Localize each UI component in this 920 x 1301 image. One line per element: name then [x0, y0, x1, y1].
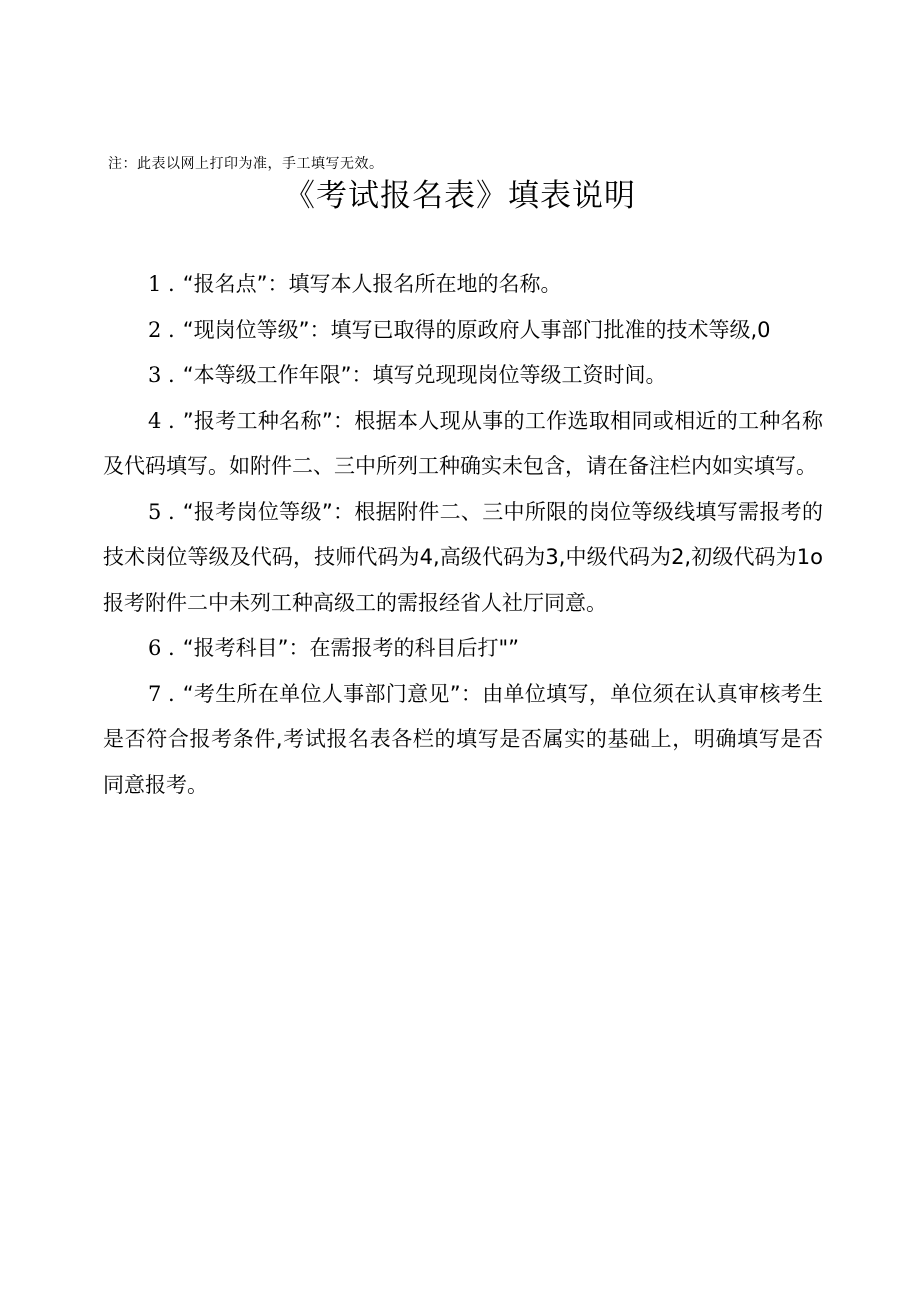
item-number: 6 .	[148, 636, 175, 660]
item-number: 5 .	[148, 499, 175, 524]
instructions-list	[103, 262, 823, 808]
item-text: ”报考工种名称”：根据本人现从事的工作选取相同或相近的工种名称及代码填写。如附件二、三中所列工种确实未包含，请在备注栏内如实填写。	[103, 408, 823, 478]
form-note: 注：此表以网上打印为准，手工填写无效。	[108, 156, 384, 172]
instruction-item-6	[103, 626, 823, 672]
instruction-item-5	[103, 490, 823, 627]
item-number: 1 .	[148, 272, 175, 296]
item-number: 3 .	[148, 363, 175, 387]
item-text: “现岗位等级”：填写已取得的原政府人事部门批准的技术等级,0	[182, 317, 771, 342]
item-number: 7 .	[148, 681, 175, 706]
instruction-item-4	[103, 399, 823, 490]
item-text: “考生所在单位人事部门意见”：由单位填写，单位须在认真审核考生是否符合报考条件,考试报名表各栏的填写是否属实的基础上，明确填写是否同意报考。	[103, 681, 823, 797]
item-text: “报名点”：填写本人报名所在地的名称。	[182, 272, 562, 296]
item-text: “本等级工作年限”：填写兑现现岗位等级工资时间。	[182, 363, 667, 387]
instruction-item-3	[103, 353, 823, 399]
instruction-item-1	[103, 262, 823, 308]
item-number: 4 .	[148, 408, 175, 433]
instruction-item-2	[103, 308, 823, 354]
item-text: “报考岗位等级”：根据附件二、三中所限的岗位等级线填写需报考的技术岗位等级及代码，技师代码为4,高级代码为3,中级代码为2,初级代码为1o报考附件二中未列工种高级工的需报经省人社厅同意。	[103, 499, 823, 615]
item-number: 2 .	[148, 317, 175, 342]
page-title: 《考试报名表》填表说明	[284, 178, 636, 214]
instruction-item-7	[103, 672, 823, 809]
item-text: “报考科目”：在需报考的科目后打"”	[182, 636, 520, 660]
